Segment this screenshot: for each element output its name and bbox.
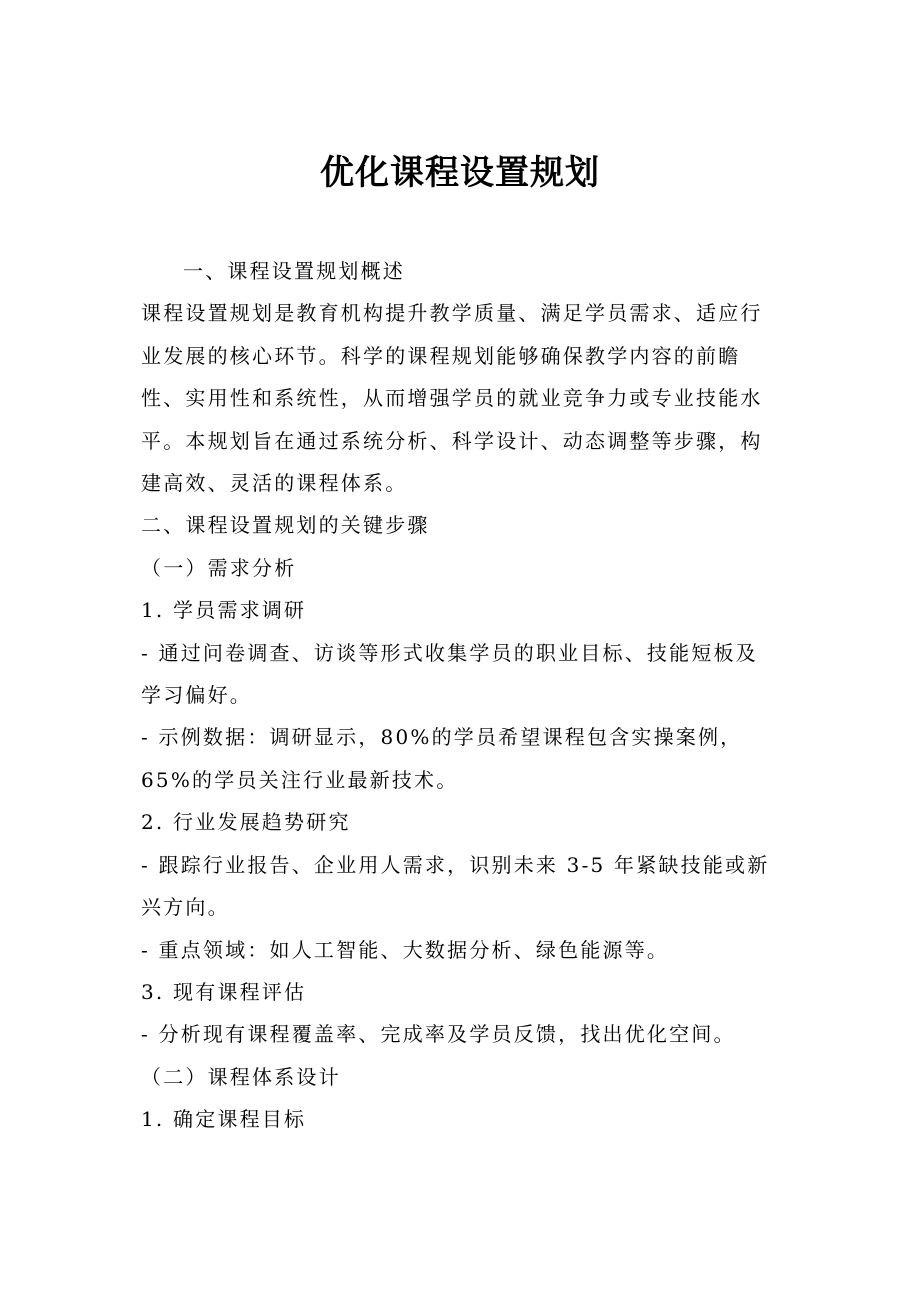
section-heading-overview: 一、课程设置规划概述 (183, 259, 405, 283)
bullet-survey-data: - 示例数据：调研显示，80%的学员希望课程包含实操案例，65%的学员关注行业最新技术。 (141, 725, 743, 792)
bullet-track-reports: - 跟踪行业报告、企业用人需求，识别未来 3-5 年紧缺技能或新兴方向。 (141, 852, 770, 920)
item-heading-student-survey: 1. 学员需求调研 (141, 598, 307, 623)
item-heading-course-goals: 1. 确定课程目标 (141, 1107, 307, 1132)
item-heading-course-evaluation: 3. 现有课程评估 (141, 979, 307, 1004)
subsection-heading-curriculum-design: （二）课程体系设计 (141, 1064, 341, 1089)
bullet-survey-methods: - 通过问卷调查、访谈等形式收集学员的职业目标、技能短板及学习偏好。 (141, 640, 758, 708)
document-body (141, 250, 771, 1141)
section-heading-key-steps: 二、课程设置规划的关键步骤 (141, 513, 430, 538)
document-title: 优化课程设置规划 (320, 153, 600, 193)
bullet-evaluation-analysis: - 分析现有课程覆盖率、完成率及学员反馈，找出优化空间。 (141, 1022, 736, 1047)
subsection-heading-needs-analysis: （一）需求分析 (141, 555, 297, 580)
item-heading-industry-trends: 2. 行业发展趋势研究 (141, 810, 351, 835)
overview-paragraph: 课程设置规划是教育机构提升教学质量、满足学员需求、适应行业发展的核心环节。科学的课程规划能够确保教学内容的前瞻性、实用性和系统性，从而增强学员的就业竞争力或专业技能水平。本规划旨在通过系统分析、科学设计、动态调整等步骤，构建高效、灵活的课程体系。 (141, 301, 763, 496)
bullet-key-areas: - 重点领域：如人工智能、大数据分析、绿色能源等。 (141, 937, 670, 962)
